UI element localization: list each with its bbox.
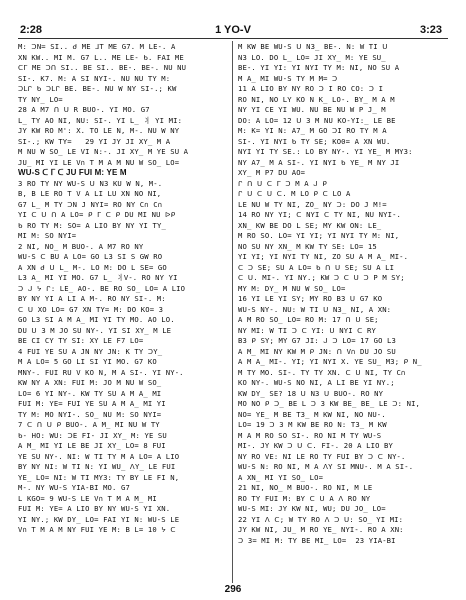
text-line: YI YI; YI NYI TY NI, ZO SU A M A_ MI-. <box>238 252 409 261</box>
header-right-reference: 3:23 <box>419 24 442 36</box>
text-line: NY MI: W TI ᑐ ᑕ YI: ᑌ NYI ᑕ RY <box>238 325 377 335</box>
text-line: YI NY.; KW DY_ LO= FAI YI N: WU-S LE <box>18 514 180 524</box>
text-line: KW DY_ SE? 18 ᑌ N3 ᑌ BUO-. RO NY <box>238 388 384 398</box>
text-line: M KW BE WU-S ᑌ N3_ BE-. N: W TI ᑌ <box>238 42 388 51</box>
text-line: FUI M: YE= A LIO BY NY WU-S YI XN. <box>18 504 171 513</box>
text-line: M A LO= 5 GO LI SI YI MO. G7 KO <box>18 357 157 366</box>
text-line: M A_ MI WU-S TY M M= ᑐ <box>238 73 338 83</box>
text-line: XN KW.. MI M. G7 L.. ME LE- ᑲ. FAI ME <box>18 52 184 62</box>
text-line: KW NY A XN: FUI M: JO M NU W SO_ <box>18 378 162 387</box>
text-line: KO NY-. WU-S NO NI, A LI BE YI NY.; <box>238 378 395 387</box>
text-line: ᑐᒪᒋ ᑲ ᑐᒪᒋ BE. BE-. NU W NY SI-.; KW <box>18 84 177 93</box>
text-line: JY KW NI, JU_ M RO YE_ NYI-. RO A XN: <box>238 525 404 534</box>
text-line: JY KW RO M': X. TO LE N, M-. NU W NY <box>18 126 180 135</box>
text-line: MI-. JY KW ᑐ ᑌ ᑕ. FI-. 20 A LIO BY <box>238 441 393 450</box>
text-line: XY_ M P7 DU AO= <box>238 168 306 177</box>
left-text-column <box>18 42 228 582</box>
text-line: MO NO ᑭ ᑐ_ BE L ᑐ 3 KW BE_ BE_ LE ᑐ: NI, <box>238 399 421 408</box>
text-line: BY NY YI A LI A M-. RO NY SI-. M: <box>18 294 166 303</box>
text-line: M-. NY WU-S YIA-BI MO. G7 <box>18 483 130 492</box>
text-line: 16 YI LE YI SY; MY RO B3 ᑌ G7 KO <box>238 294 383 303</box>
text-line: M NU W SO_ LE VI N:-. JI XY_ M YE SU A <box>18 147 189 156</box>
text-line: YE SU NY-. NI: W TI TY M A LO= A LIO <box>18 451 180 461</box>
text-line: A M_ MI NY KW M ᑭ JN: ᑎ V∩ DU JO SU <box>238 346 396 356</box>
text-line: 7 ᑕ ᑎ ᑌ ᑭ BUO-. A M_ MI NU W TY <box>18 420 160 429</box>
text-line: TY M: MO NYI-. SO_ NU M: SO NYI= <box>18 409 162 419</box>
text-line: NY YI CE YI WU. NU BE NU W P J_ M <box>238 105 386 114</box>
text-line: 22 YI ᐱ ᑕ; W TY RO ᐱ ᑐ ᑌ: SO_ YI MI: <box>238 514 404 524</box>
text-line: TY NY_ LO= <box>18 94 63 104</box>
text-line: M: K= YI N: A7_ M GO ᑐI RO TY M A <box>238 126 387 135</box>
text-line: WU-S NY-. NU: W TI ᑌ N3_ NI, A XN: <box>238 304 392 314</box>
text-line: 2 NI, NO_ M BUO-. A M7 RO NY <box>18 241 144 251</box>
text-line: BE CI CY TY SI: XY LE F7 LO= <box>18 336 144 345</box>
text-line: M A M RO SO SI-. RO NI M TY WU-S <box>238 430 382 440</box>
text-line: YE_ LO= NI: W TI MY3: TY BY LE FI N, <box>18 472 180 482</box>
text-line: NY RO VE: NI LE RO TY FUI BY ᑐ ᑕ NY-. <box>238 451 406 461</box>
text-line: LO= 6 YI NY-. KW TY SU A M A_ MI <box>18 388 162 398</box>
text-line: B, B LE RO T V A LI LU XN NO NI, <box>18 189 162 198</box>
right-text-column <box>238 42 448 582</box>
text-line: G7 L_ M TY ᑐN J NYI= RO NY C∩ C∩ <box>18 199 163 209</box>
text-line: ᑕ ᑌ. MI-. YI NY.; KW ᑐ ᑕ ᑌ ᑐ P M SY; <box>238 273 405 282</box>
text-line: ᑲ RO TY M: SO= A LIO BY NY YI TY_ <box>18 220 166 230</box>
text-line: M: ᑐN= SI.. ᑯ ME ⅃T ME G7. M LE-. A <box>18 42 176 51</box>
text-line: 21 NI, NO_ M BUO-. RO NI, M LE <box>238 483 373 492</box>
header-rule <box>18 38 448 39</box>
text-line: NY A7_ M A SI-. YI NYI ᑲ YE_ M NY JI <box>238 157 400 167</box>
text-line: NO= YE_ M BE T3_ M KW NI, NO NU-. <box>238 409 386 419</box>
text-line: L_ TY AO NI, NU: SI-. YI L_ 丬 YI MI: <box>18 115 183 125</box>
column-divider <box>232 41 233 583</box>
text-line: ᑕᒥ ME ᑐᑎ SI.. BE SI.. BE-. BE-. NU NU <box>18 63 187 72</box>
text-line: BY NY NI: W TI N: YI WU_ ᐱY_ LE FUI <box>18 462 176 471</box>
text-line: DO: A LO= 12 ᑌ 3 M NU KO-YI:_ LE BE <box>238 115 396 125</box>
page-number: 296 <box>224 584 242 595</box>
text-line: 14 RO NY YI; ᑕ NYI ᑕ TY NI, NU NYI-. <box>238 210 402 219</box>
text-line: A M RO SO_ LO= RO M: 17 ᑎ ᑌ SE; <box>238 315 379 324</box>
text-line: ᑕ ᑐ SE; SU A LO= ᑲ ᑎ ᑌ SE; SU A LI <box>238 262 395 272</box>
text-line: GO L3 SI A M A_ MI YI TY MO. AO LO. <box>18 315 175 324</box>
text-line: N3 LO. DO L_ LO= JI XY_ M: YE SU_ <box>238 52 386 62</box>
text-line: A M_ MI YI LE BE JI XY_ LO= 8 FUI <box>18 441 166 450</box>
text-line: NO SU NY XN_ M KW TY SE: LO= 15 <box>238 241 377 251</box>
text-line: DU ᑌ 3 M JO SU NY-. YI SI XY_ M LE <box>18 325 172 335</box>
text-line: RO NI, NO LY KO N K_ LO-. BY_ M A M <box>238 94 395 104</box>
header-book-title: 1 YO-V <box>215 24 251 36</box>
text-line: XN_ KW BE DO L SE; MY KW ON: LE_ <box>238 220 382 230</box>
text-line: A XN_ MI YI SO_ LO= <box>238 472 324 482</box>
text-line: MI M: SO NYI= <box>18 231 77 240</box>
running-header <box>0 24 466 38</box>
text-line: LO= 19 ᑐ 3 M KW BE RO N: T3_ M KW <box>238 420 387 429</box>
text-line: L3 A_ MI YI MO. G7 L_ 丬V-. RO NY YI <box>18 273 178 282</box>
text-line: WU-S MI: JY KW NI, WU; DU JO_ LO= <box>238 504 386 513</box>
text-line: MNY-. FUI RU V KO N, M A SI-. YI NY-. <box>18 367 184 377</box>
text-line: 11 A LIO BY NY RO ᑐ I RO CO: ᑐ I <box>238 84 384 93</box>
text-line: ᑕ ᑌ XO LO= G7 XN TY= M: DO KO= 3 <box>18 304 164 314</box>
text-line: LE NU W TY NI, ZO_ NY ᑐ: DO J M!= <box>238 199 387 209</box>
text-line: A XN ᑯ ᑌ L_ M-. LO M: DO L SE= GO <box>18 262 167 272</box>
text-line: SI-. K7. M: A SI NYI-. NU NU TY M: <box>18 73 171 83</box>
text-line: ᑲ- HO: WU: ᑐE FI- JI XY_ M: YE SU <box>18 430 167 440</box>
header-left-reference: 2:28 <box>20 24 43 36</box>
text-line: WU-S ᑕ ᒥ ᑕ JU FUI M: YE M <box>18 168 127 177</box>
text-line: 4 FUI YE SU A JN NY JN: K TY ᑐY_ <box>18 346 163 356</box>
text-line: ᑐ ᒍ ᔭ ᒋ: LE_ AO-. BE RO SO_ LO= A LIO <box>18 283 186 293</box>
text-line: JU_ MI YI LE V∩ T M A M NU W SO_ LO= <box>18 157 180 167</box>
text-line: L KGO= 9 WU-S LE V∩ T M A M_ MI <box>18 493 157 503</box>
text-line: ᒋ ᑎ ᑌ ᑕ ᒥ ᑐ M A ᒍ ᑭ <box>238 178 328 188</box>
text-line: A M A_ MI-. YI; YI NYI X. YE SU_ M3; ᑭ N_ <box>238 357 422 366</box>
text-line: NYI YI TY SE.: LO BY NY-. YI YE_ M MY3: <box>238 147 413 156</box>
text-line: ᒋ ᑌ ᑕ ᑌ ᑕ. M LO ᑭ ᑕ LO A <box>238 189 351 198</box>
text-line: WU-S ᑕ BU A LO= GO L3 SI S GW RO <box>18 252 163 261</box>
text-line: SI-. YI NYI ᑲ TY SE; KO0= A XN WU. <box>238 136 391 146</box>
text-line: M RO SO. LO= YI YI; YI NYI TY M: NI, <box>238 231 400 240</box>
text-line: 28 A M7 ᑎ ᑌ R BUO-. YI MO. G7 <box>18 105 150 114</box>
text-line: SI-.; KW TY= 29 YI JY JI XY_ M A <box>18 136 171 146</box>
text-line: MY M: DY_ M NU W SO_ LO= <box>238 283 346 293</box>
text-line: WU-S N: RO NI, M A ᐱY SI MNU-. M A SI-. <box>238 462 414 471</box>
text-line: 3 RO TY NY WU-S ᑌ N3 KU W N, M-. <box>18 178 163 188</box>
text-line: M TY MO. SI-. TY TY XN. ᑕ ᑌ NI, TY C∩ <box>238 367 406 377</box>
text-line: B3 ᑭ SY; MY G7 JI: ᒍ ᑐ LO= 17 GO L3 <box>238 336 397 345</box>
text-line: FUI M: YE= FUI YE SU A M A_ MI YI <box>18 399 166 408</box>
text-line: RO TY FUI M: BY ᑕ ᑌ A ᐱ RO NY <box>238 493 371 503</box>
text-line: YI ᑕ ᑌ ᑎ A LO= ᑭ ᒥ ᑕ ᑭ DU MI NU ᐅᑭ <box>18 210 176 219</box>
text-line: BE-. YI YI: YI NYI TY M: NI, NO SU A <box>238 63 400 72</box>
text-line: V∩ T M A M NY FUI YE M: B L= 10 ᔭ ᑕ <box>18 525 176 534</box>
text-line: ᑐ 3= MI M: TY BE MI_ LO= 23 YIA-BI <box>238 535 396 545</box>
